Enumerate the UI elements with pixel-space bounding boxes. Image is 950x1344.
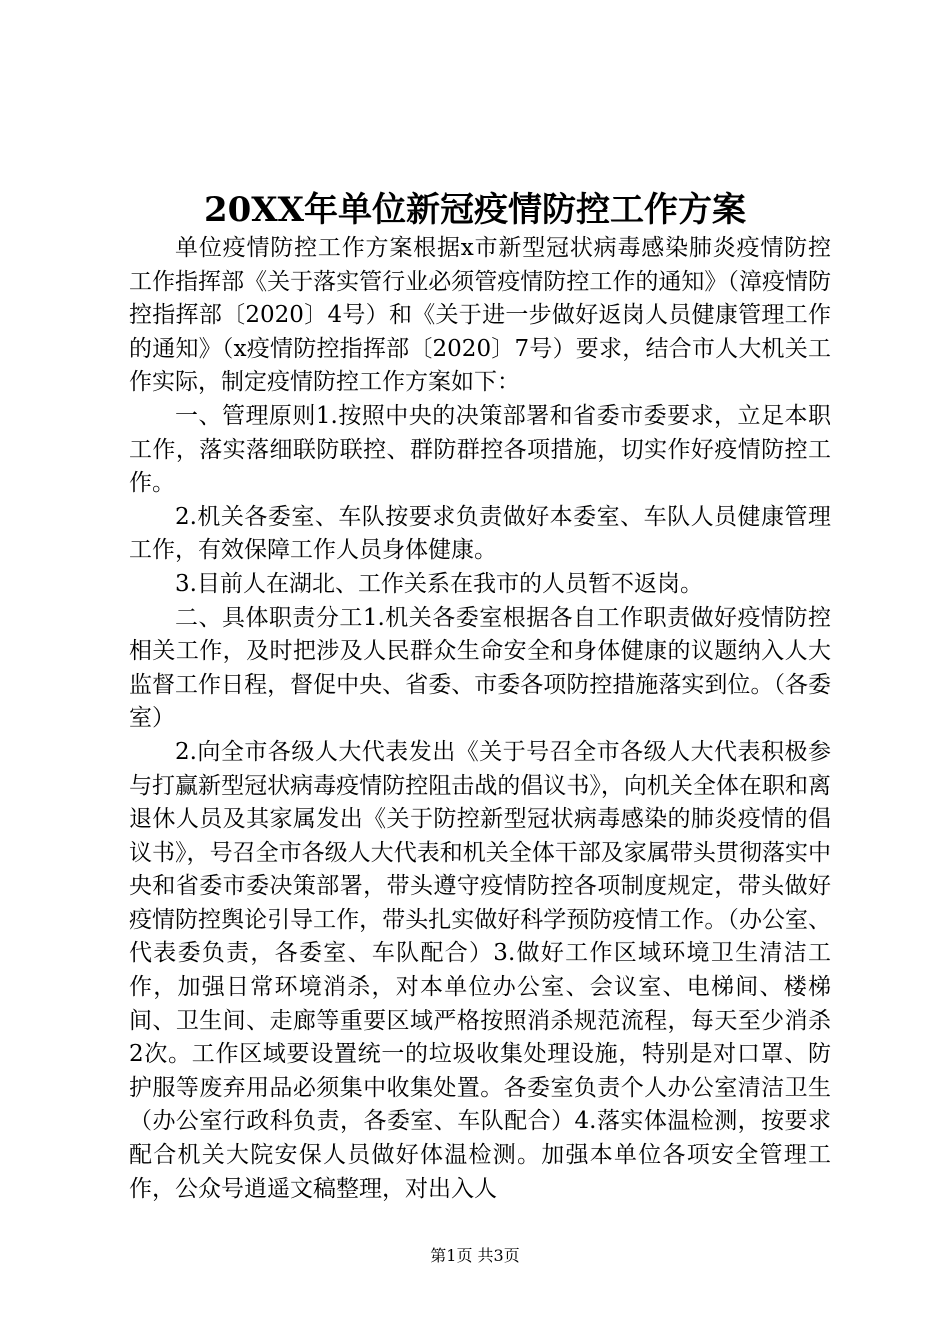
paragraph-principle-3: 3.目前人在湖北、工作关系在我市的人员暂不返岗。: [175, 570, 703, 597]
paragraph-principle-1: 一、管理原则1.按照中央的决策部署和省委市委要求，立足本职工作，落实落细联防联控、群防群控各项措施，切实作好疫情防控工作。: [129, 402, 831, 497]
paragraph-intro: 单位疫情防控工作方案根据x市新型冠状病毒感染肺炎疫情防控工作指挥部《关于落实管行业必须管疫情防控工作的通知》（漳疫情防控指挥部〔2020〕4号）和《关于进一步做好返岗人员健康管理工作的通知》（x疫情防控指挥部〔2020〕7号）要求，结合市人大机关工作实际，制定疫情防控工作方案如下：: [129, 235, 831, 396]
paragraph-duties-2: 2.向全市各级人大代表发出《关于号召全市各级人大代表积极参与打赢新型冠状病毒疫情防控阻击战的倡议书》，向机关全体在职和离退休人员及其家属发出《关于防控新型冠状病毒感染的肺炎疫情的倡议书》，号召全市各级人大代表和机关全体干部及家属带头贯彻落实中央和省委市委决策部署，带头遵守疫情防控各项制度规定，带头做好疫情防控舆论引导工作，带头扎实做好科学预防疫情工作。（办公室、代表委负责，各委室、车队配合）3.做好工作区域环境卫生清洁工作，加强日常环境消杀，对本单位办公室、会议室、电梯间、楼梯间、卫生间、走廊等重要区域严格按照消杀规范流程，每天至少消杀2次。工作区域要设置统一的垃圾收集处理设施，特别是对口罩、防护服等废弃用品必须集中收集处置。各委室负责个人办公室清洁卫生（办公室行政科负责，各委室、车队配合）4.落实体温检测，按要求配合机关大院安保人员做好体温检测。加强本单位各项安全管理工作，公众号逍遥文稿整理，对出入人: [129, 738, 831, 1202]
paragraph-duties-1: 二、具体职责分工1.机关各委室根据各自工作职责做好疫情防控相关工作，及时把涉及人民群众生命安全和身体健康的议题纳入人大监督工作日程，督促中央、省委、市委各项防控措施落实到位。（各委室）: [129, 604, 831, 732]
paragraph-principle-2: 2.机关各委室、车队按要求负责做好本委室、车队人员健康管理工作，有效保障工作人员身体健康。: [129, 503, 831, 564]
page-number-footer: 第1页 共3页: [430, 1246, 520, 1265]
document-body: [129, 232, 831, 1206]
document-title: 20XX年单位新冠疫情防控工作方案: [203, 190, 747, 230]
